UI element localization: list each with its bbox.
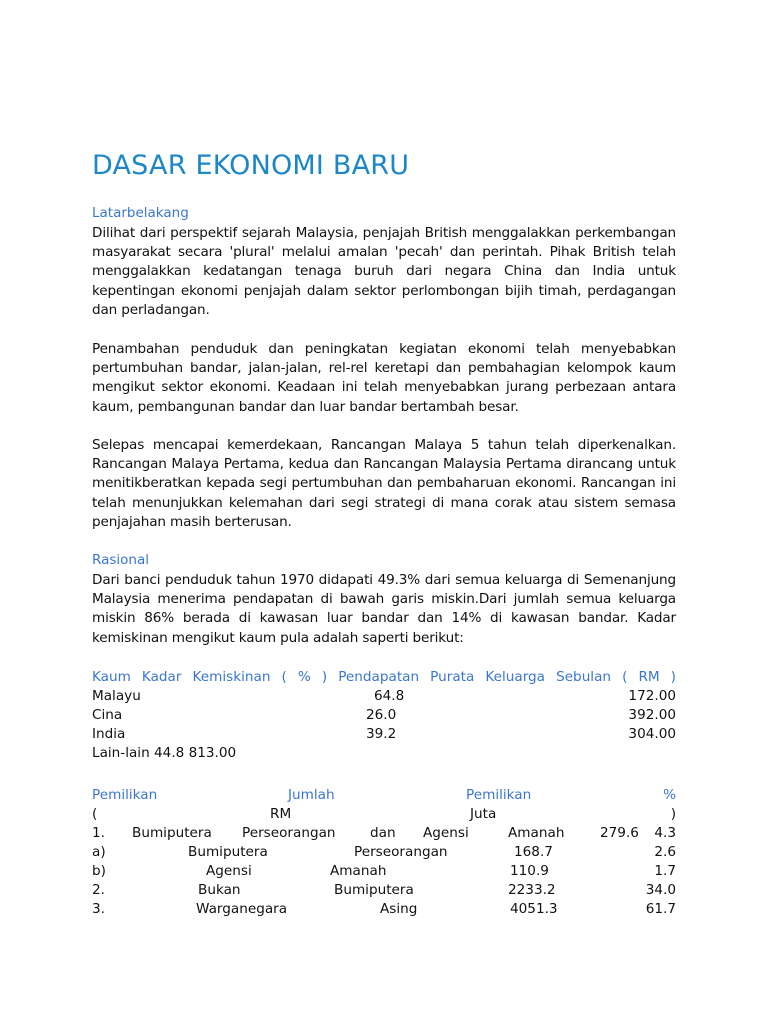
ownership-cell: 4.3 <box>654 825 676 841</box>
ownership-cell: 110.9 <box>510 863 549 879</box>
ownership-cell: 279.6 <box>600 825 639 841</box>
ownership-row <box>92 843 676 862</box>
ownership-unit: Juta <box>470 806 497 822</box>
ownership-cell: a) <box>92 844 106 860</box>
ownership-row <box>92 881 676 900</box>
ownership-cell: Bumiputera <box>334 882 414 898</box>
poverty-kadar: 64.8 <box>374 688 405 704</box>
ownership-cell: 3. <box>92 901 105 917</box>
ownership-unit: ) <box>670 806 676 822</box>
poverty-row <box>92 725 676 744</box>
ownership-row <box>92 824 676 843</box>
paragraph-latar-2: Penambahan penduduk dan peningkatan kegiatan ekonomi telah menyebabkan pertumbuhan bandar, jalan-jalan, rel-rel keretapi dan pembahagian kelompok kaum mengikut sektor ekonomi. Keadaan ini telah menyebabkan jurang perbezaan antara kaum, pembangunan bandar dan luar bandar bertambah besar. <box>92 341 676 415</box>
ownership-header-pemilikan-2: Pemilikan <box>466 787 532 803</box>
poverty-kadar: 26.0 <box>366 707 397 723</box>
ownership-header-jumlah: Jumlah <box>288 787 335 803</box>
poverty-last-line <box>92 744 676 763</box>
ownership-cell: Amanah <box>330 863 387 879</box>
ownership-cell: b) <box>92 863 106 879</box>
ownership-cell: 2.6 <box>654 844 676 860</box>
poverty-row <box>92 687 676 706</box>
poverty-kaum: Cina <box>92 707 123 723</box>
page-title: DASAR EKONOMI BARU <box>92 150 410 181</box>
poverty-last-line-text: Lain-lain 44.8 813.00 <box>92 745 237 761</box>
ownership-cell: Bumiputera <box>188 844 268 860</box>
ownership-unit: RM <box>270 806 292 822</box>
ownership-cell: 1.7 <box>654 863 676 879</box>
ownership-cell: Bumiputera <box>132 825 212 841</box>
ownership-cell: Perseorangan <box>242 825 336 841</box>
poverty-kaum: India <box>92 726 126 742</box>
ownership-cell: Agensi <box>206 863 252 879</box>
ownership-units-row <box>92 805 676 824</box>
ownership-cell: Perseorangan <box>354 844 448 860</box>
poverty-pendapatan: 304.00 <box>628 726 676 742</box>
ownership-cell: Bukan <box>198 882 241 898</box>
ownership-cell: dan <box>370 825 396 841</box>
ownership-header-pemilikan: Pemilikan <box>92 787 158 803</box>
ownership-row <box>92 862 676 881</box>
ownership-unit: ( <box>92 806 98 822</box>
paragraph-latar-3: Selepas mencapai kemerdekaan, Rancangan Malaya 5 tahun telah diperkenalkan. Rancangan Malaya Pertama, kedua dan Rancangan Malaysia Pertama dirancang untuk menitikberatkan kepada segi pertumbuhan dan pembaharuan ekonomi. Rancangan ini telah menunjukkan kelemahan dari segi strategi di mana corak atau sistem semasa penjajahan masih berterusan. <box>92 437 676 530</box>
poverty-pendapatan: 392.00 <box>628 707 676 723</box>
paragraph-latar-1: Dilihat dari perspektif sejarah Malaysia, penjajah British menggalakkan perkembangan masyarakat secara 'plural' melalui amalan 'pecah' dan perintah. Pihak British telah menggalakkan kedatangan tenaga buruh dari negara China dan India untuk kepentingan ekonomi penjajah dalam sektor perlombongan bijih timah, perdagangan dan perladangan. <box>92 225 676 318</box>
poverty-table-header: Kaum Kadar Kemiskinan ( % ) Pendapatan Purata Keluarga Sebulan ( RM ) <box>92 669 676 685</box>
section-heading-rasional: Rasional <box>92 552 149 568</box>
ownership-cell: Agensi <box>423 825 469 841</box>
poverty-kaum: Malayu <box>92 688 141 704</box>
ownership-header-percent: % <box>663 787 676 803</box>
poverty-kadar: 39.2 <box>366 726 397 742</box>
ownership-cell: Warganegara <box>196 901 288 917</box>
poverty-row <box>92 706 676 725</box>
ownership-cell: 4051.3 <box>510 901 558 917</box>
ownership-cell: 2233.2 <box>508 882 556 898</box>
ownership-cell: 2. <box>92 882 105 898</box>
poverty-pendapatan: 172.00 <box>628 688 676 704</box>
ownership-cell: 61.7 <box>645 901 676 917</box>
ownership-cell: 34.0 <box>645 882 676 898</box>
ownership-cell: 168.7 <box>514 844 553 860</box>
section-heading-latarbelakang: Latarbelakang <box>92 205 189 221</box>
ownership-cell: Asing <box>380 901 418 917</box>
ownership-cell: Amanah <box>508 825 565 841</box>
ownership-cell: 1. <box>92 825 105 841</box>
ownership-row <box>92 900 676 919</box>
paragraph-rasional-1: Dari banci penduduk tahun 1970 didapati 49.3% dari semua keluarga di Semenanjung Malaysia menerima pendapatan di bawah garis miskin.Dari jumlah semua keluarga miskin 86% berada di kawasan luar bandar dan 14% di kawasan bandar. Kadar kemiskinan mengikut kaum pula adalah saperti berikut: <box>92 572 676 646</box>
ownership-table-header <box>92 786 676 805</box>
